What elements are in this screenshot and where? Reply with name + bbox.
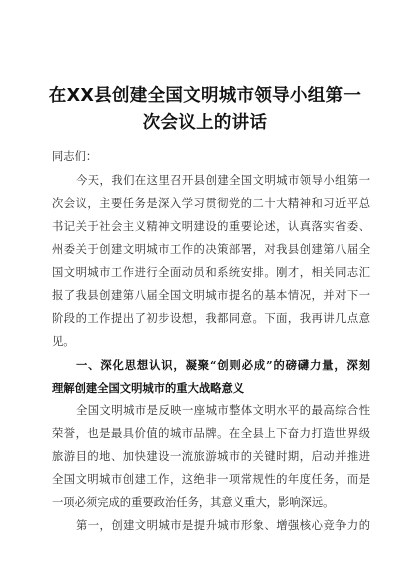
paragraph-2-line-1: 全国文明城市是反映一座城市整体文明水平的最高综合性 [76,404,370,417]
paragraph-1-line-7: 阶段的工作提出了初步设想，我都同意。下面，我再讲几点意 [52,312,370,325]
paragraph-3-line-1: 第一，创建文明城市是提升城市形象、增强核心竞争力的 [76,519,370,532]
paragraph-1-line-4: 州委关于创建文明城市工作的决策部署，对我县创建第八届全 [52,243,370,256]
salutation: 同志们： [52,150,98,163]
paragraph-2-line-2: 荣誉，也是最具价值的城市品牌。在全县上下奋力打造世界级 [52,427,370,440]
paragraph-1-line-8: 见。 [52,335,75,348]
paragraph-2-line-5: 一项必须完成的重要政治任务，其意义重大，影响深远。 [52,496,335,509]
section-heading-1-line-1: 一、深化思想认识，凝聚“创则必成”的磅礴力量，深刻 [76,358,370,372]
document-title-line-2: 次会议上的讲话 [142,113,268,133]
paragraph-1-line-1: 今天，我们在这里召开县创建全国文明城市领导小组第一 [76,174,370,187]
document-title-line-1: 在XX县创建全国文明城市领导小组第一 [48,86,362,106]
paragraph-1-line-6: 报了我县创建第八届全国文明城市提名的基本情况，并对下一 [52,289,370,302]
section-heading-1-line-2: 理解创建全国文明城市的重大战略意义 [52,381,245,395]
paragraph-1-line-5: 国文明城市工作进行全面动员和系统安排。刚才，相关同志汇 [52,266,370,279]
paragraph-2-line-3: 旅游目的地、加快建设一流旅游城市的关键时期，启动并推进 [52,450,370,463]
paragraph-2-line-4: 全国文明城市创建工作，这绝非一项常规性的年度任务，而是 [52,473,370,486]
paragraph-1-line-2: 次会议，主要任务是深入学习贯彻党的二十大精神和习近平总 [52,197,370,210]
paragraph-1-line-3: 书记关于社会主义精神文明建设的重要论述，认真落实省委、 [52,220,370,233]
